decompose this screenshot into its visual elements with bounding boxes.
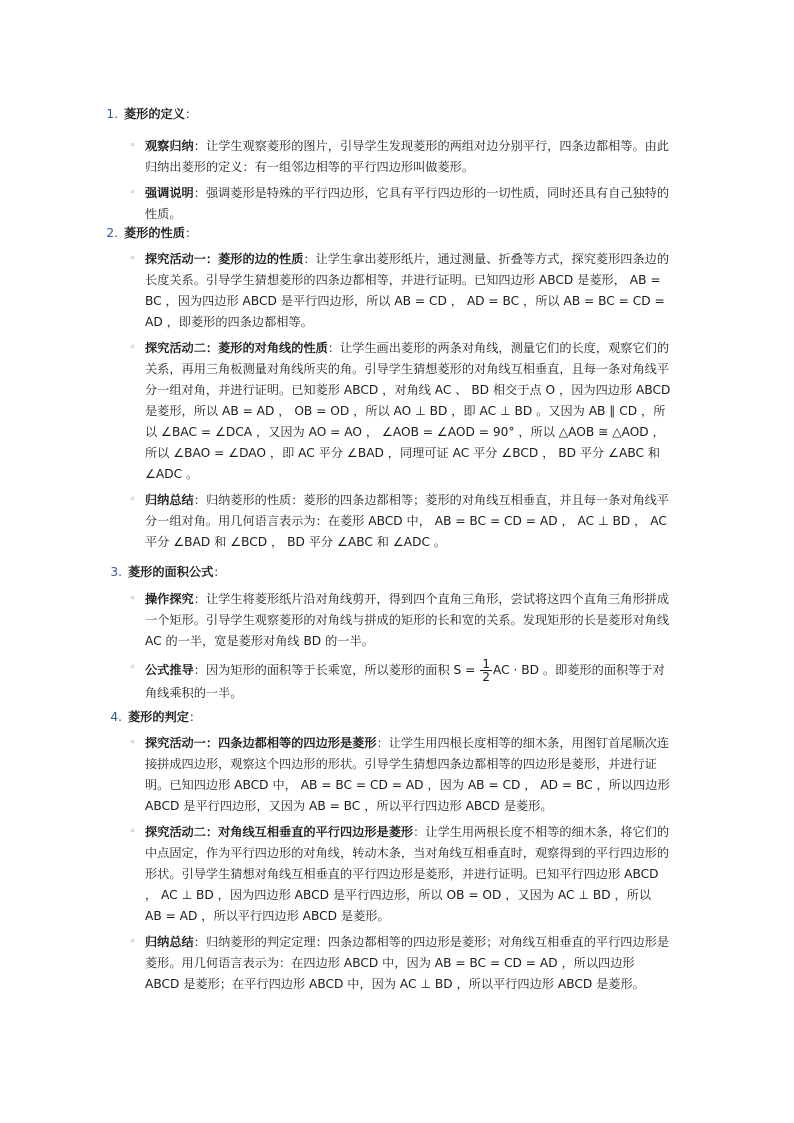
item-lead: 归纳总结 (145, 493, 194, 507)
item-text: 让学生将菱形纸片沿对角线剪开，得到四个直角三角形，尝试将这四个直角三角形拼成一个矩形。引导学生观察菱形的对角线与拼成的矩形的长和宽的关系。发现矩形的长是菱形对角线 AC 的一半，宽是菱形对角线 BD 的一半。 (145, 592, 670, 648)
item-text: 让学生观察菱形的图片，引导学生发现菱形的两组对边分别平行，四条边都相等。由此归纳出菱形的定义：有一组邻边相等的平行四边形叫做菱形。 (145, 139, 670, 174)
bullet-icon: ◦ (130, 254, 136, 264)
item-lead: 公式推导 (145, 663, 194, 677)
list-item: ◦ 探究活动一：四条边都相等的四边形是菱形：让学生用四根长度相等的细木条，用图钉首尾顺次连接拼成四边形，观察这个四边形的形状。引导学生猜想四条边都相等的四边形是菱形，并进行证明。已知四边形 ABCD 中， AB = BC = CD = AD ，因为 AB = CD ， AD = BC ，所以四边形 ABCD 是平行四边形，又因为 AB = BC ，所以平行四边形 ABCD 是菱形。 (145, 733, 671, 817)
list-item: ◦ 操作探究：让学生将菱形纸片沿对角线剪开，得到四个直角三角形，尝试将这四个直角三角形拼成一个矩形。引导学生观察菱形的对角线与拼成的矩形的长和宽的关系。发现矩形的长是菱形对角线 AC 的一半，宽是菱形对角线 BD 的一半。 (145, 589, 671, 652)
item-lead: 探究活动一：四条边都相等的四边形是菱形 (145, 736, 377, 750)
section-title: 菱形的定义： (124, 107, 198, 121)
section-area-formula (0, 562, 794, 704)
bullet-icon: ◦ (130, 827, 136, 837)
item-text: 让学生用四根长度相等的细木条，用图钉首尾顺次连接拼成四边形，观察这个四边形的形状。引导学生猜想四条边都相等的四边形是菱形，并进行证明。已知四边形 ABCD 中， AB = BC = CD = AD ，因为 AB = CD ， AD = BC ，所以四边形 ABCD 是平行四边形，又因为 AB = BC ，所以平行四边形 ABCD 是菱形。 (145, 736, 670, 813)
item-text: 归纳菱形的判定定理：四条边都相等的四边形是菱形；对角线互相垂直的平行四边形是菱形。用几何语言表示为：在四边形 ABCD 中，因为 AB = BC = CD = AD ，所以四边形 ABCD 是菱形；在平行四边形 ABCD 中，因为 AC ⊥ BD ，所以平行四边形 ABCD 是菱形。 (145, 935, 670, 991)
section-number: 2. (106, 226, 118, 240)
bullet-icon: ◦ (130, 141, 136, 151)
item-lead: 归纳总结 (145, 935, 194, 949)
section-title: 菱形的判定： (128, 710, 202, 724)
item-lead: 操作探究 (145, 592, 194, 606)
fraction-one-half: $\frac{1}{2}$ (482, 657, 491, 684)
item-text: 强调菱形是特殊的平行四边形，它具有平行四边形的一切性质，同时还具有自己独特的性质。 (145, 186, 670, 221)
section-title: 菱形的性质： (124, 226, 198, 240)
bullet-icon: ◦ (130, 937, 136, 947)
section-number: 4. (110, 710, 122, 724)
item-text: 让学生拿出菱形纸片，通过测量、折叠等方式，探究菱形四条边的长度关系。引导学生猜想菱形的四条边都相等，并进行证明。已知四边形 ABCD 是菱形， AB = BC ，因为四边形 ABCD 是平行四边形，所以 AB = CD ， AD = BC ，所以 AB = BC = CD = AD ，即菱形的四条边都相等。 (145, 252, 670, 329)
list-item: ◦ 公式推导：因为矩形的面积等于长乘宽，所以菱形的面积 S = $\frac{1}{2}$ AC · BD 。即菱形的面积等于对角线乘积的一半。 (130, 657, 665, 700)
item-lead: 探究活动二：对角线互相垂直的平行四边形是菱形 (145, 825, 414, 839)
bullet-icon: ◦ (130, 663, 136, 673)
item-text: AC · BD 。即菱形的面积等于对角线乘积的一半。 (145, 663, 665, 700)
item-lead: 观察归纳 (145, 139, 194, 153)
section-number: 1. (106, 107, 118, 121)
list-item: ◦ 探究活动一：菱形的边的性质：让学生拿出菱形纸片，通过测量、折叠等方式，探究菱形四条边的长度关系。引导学生猜想菱形的四条边都相等，并进行证明。已知四边形 ABCD 是菱形， AB = BC ，因为四边形 ABCD 是平行四边形，所以 AB = CD ， AD = BC ，所以 AB = BC = CD = AD ，即菱形的四条边都相等。 (145, 249, 671, 333)
item-lead: 探究活动二：菱形的对角线的性质 (145, 341, 328, 355)
list-item: ◦ 探究活动二：菱形的对角线的性质：让学生画出菱形的两条对角线，测量它们的长度，观察它们的关系，再用三角板测量对角线所夹的角。引导学生猜想菱形的对角线互相垂直，且每一条对角线平分一组对角，并进行证明。已知菱形 ABCD ，对角线 AC 、 BD 相交于点 O ，因为四边形 ABCD 是菱形，所以 AB = AD ， OB = OD ，所以 AO ⊥ BD ，即 AC ⊥ BD 。又因为 AB ∥ CD ，所以 ∠BAC = ∠DCA ，又因为 AO = AO ， ∠AOB = ∠AOD = 90° ，所以 △AOB ≅ △AOD ，所以 ∠BAO = ∠DAO ，即 AC 平分 ∠BAD ，同理可证 AC 平分 ∠BCD ， BD 平分 ∠ABC 和 ∠ADC 。 (145, 338, 671, 485)
item-text: 让学生用两根长度不相等的细木条，将它们的中点固定，作为平行四边形的对角线，转动木条，当对角线互相垂直时，观察得到的平行四边形的形状。引导学生猜想对角线互相垂直的平行四边形是菱形，并进行证明。已知平行四边形 ABCD ， AC ⊥ BD ，因为四边形 ABCD 是平行四边形，所以 OB = OD ，又因为 AC ⊥ BD ，所以 AB = AD ，所以平行四边形 ABCD 是菱形。 (145, 825, 670, 923)
item-text: 让学生画出菱形的两条对角线，测量它们的长度，观察它们的关系，再用三角板测量对角线所夹的角。引导学生猜想菱形的对角线互相垂直，且每一条对角线平分一组对角，并进行证明。已知菱形 ABCD ，对角线 AC 、 BD 相交于点 O ，因为四边形 ABCD 是菱形，所以 AB = AD ， OB = OD ，所以 AO ⊥ BD ，即 AC ⊥ BD 。又因为 AB ∥ CD ，所以 ∠BAC = ∠DCA ，又因为 AO = AO ， ∠AOB = ∠AOD = 90° ，所以 △AOB ≅ △AOD ，所以 ∠BAO = ∠DAO ，即 AC 平分 ∠BAD ，同理可证 AC 平分 ∠BCD ， BD 平分 ∠ABC 和 ∠ADC 。 (145, 341, 671, 481)
item-lead: 探究活动一：菱形的边的性质 (145, 252, 304, 266)
bullet-icon: ◦ (130, 738, 136, 748)
section-number: 3. (110, 565, 122, 579)
item-text: 归纳菱形的性质：菱形的四条边都相等；菱形的对角线互相垂直，并且每一条对角线平分一组对角。用几何语言表示为：在菱形 ABCD 中， AB = BC = CD = AD ， AC ⊥ BD ， AC 平分 ∠BAD 和 ∠BCD ， BD 平分 ∠ABC 和 ∠ADC 。 (145, 493, 670, 549)
list-item: ◦ 观察归纳：让学生观察菱形的图片，引导学生发现菱形的两组对边分别平行，四条边都相等。由此归纳出菱形的定义：有一组邻边相等的平行四边形叫做菱形。 (145, 136, 671, 178)
bullet-icon: ◦ (130, 188, 136, 198)
list-item: ◦ 归纳总结：归纳菱形的性质：菱形的四条边都相等；菱形的对角线互相垂直，并且每一条对角线平分一组对角。用几何语言表示为：在菱形 ABCD 中， AB = BC = CD = AD ， AC ⊥ BD ， AC 平分 ∠BAD 和 ∠BCD ， BD 平分 ∠ABC 和 ∠ADC 。 (145, 490, 671, 553)
section-definition (0, 104, 794, 225)
list-item: ◦ 探究活动二：对角线互相垂直的平行四边形是菱形：让学生用两根长度不相等的细木条，将它们的中点固定，作为平行四边形的对角线，转动木条，当对角线互相垂直时，观察得到的平行四边形的形状。引导学生猜想对角线互相垂直的平行四边形是菱形，并进行证明。已知平行四边形 ABCD ， AC ⊥ BD ，因为四边形 ABCD 是平行四边形，所以 OB = OD ，又因为 AC ⊥ BD ，所以 AB = AD ，所以平行四边形 ABCD 是菱形。 (145, 822, 671, 927)
item-lead: 强调说明 (145, 186, 194, 200)
list-item: ◦ 归纳总结：归纳菱形的判定定理：四条边都相等的四边形是菱形；对角线互相垂直的平行四边形是菱形。用几何语言表示为：在四边形 ABCD 中，因为 AB = BC = CD = AD ，所以四边形 ABCD 是菱形；在平行四边形 ABCD 中，因为 AC ⊥ BD ，所以平行四边形 ABCD 是菱形。 (145, 932, 671, 995)
bullet-icon: ◦ (130, 343, 136, 353)
bullet-icon: ◦ (130, 495, 136, 505)
item-text: 因为矩形的面积等于长乘宽，所以菱形的面积 S = (205, 663, 480, 677)
section-title: 菱形的面积公式： (128, 565, 226, 579)
bullet-icon: ◦ (130, 594, 136, 604)
section-criteria (0, 707, 794, 995)
list-item: ◦ 强调说明：强调菱形是特殊的平行四边形，它具有平行四边形的一切性质，同时还具有自己独特的性质。 (145, 183, 671, 225)
section-properties (0, 223, 794, 553)
